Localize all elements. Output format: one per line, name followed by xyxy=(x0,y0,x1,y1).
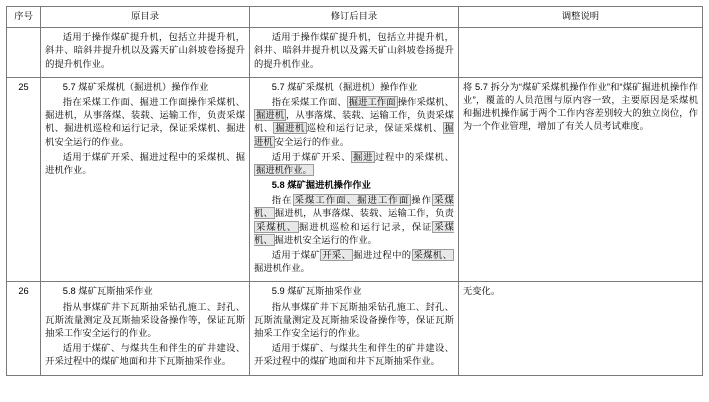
text-run: 指在采煤工作面、 xyxy=(271,96,347,107)
paragraph: 适用于煤矿、与煤共生和伴生的矿井建设、开采过程中的煤矿地面和井下瓦斯抽采作业。 xyxy=(45,343,246,367)
revised-catalog-cell xyxy=(250,282,459,375)
row-number-cell: 26 xyxy=(7,282,41,375)
text-run: 操作 xyxy=(411,195,433,206)
paragraph: 适用于煤矿开采、掘进过程中的采煤机、掘进机作业。 xyxy=(45,151,246,175)
original-catalog-cell xyxy=(41,28,250,78)
paragraph xyxy=(254,194,454,247)
paragraph: 5.9 煤矿瓦斯抽采作业 xyxy=(271,286,362,297)
highlighted-text: 开采、 xyxy=(322,250,352,260)
highlighted-text: 掘进工作面 xyxy=(348,96,396,107)
row-number-cell xyxy=(7,28,41,78)
highlighted-text: 掘进机 xyxy=(254,123,454,147)
highlighted-text: 掘进机 xyxy=(275,123,305,134)
text-run: 掘进过程中的 xyxy=(353,250,412,260)
highlighted-text: 采煤机、 xyxy=(413,250,452,260)
column-header-no: 序号 xyxy=(7,7,41,28)
row-number-cell: 25 xyxy=(7,77,41,282)
table-header-row xyxy=(7,7,703,28)
paragraph: 适用于操作煤矿提升机，包括立井提升机，斜井、暗斜井提升机以及露天矿山斜坡卷扬提升的提升机作业。 xyxy=(254,32,454,69)
column-header-note: 调整说明 xyxy=(458,7,702,28)
table-body xyxy=(7,28,703,375)
highlighted-text: 掘进机作业。 xyxy=(256,164,312,175)
text-run: 适用于煤矿开采、 xyxy=(271,151,352,162)
table-row xyxy=(7,77,703,282)
text-run: 掘进机，从事落煤、装载、运输工作， xyxy=(274,208,436,219)
paragraph: 5.7 煤矿采煤机（掘进机）操作作业 xyxy=(62,81,209,92)
column-header-new: 修订后目录 xyxy=(250,7,459,28)
highlighted-text: 掘进机 xyxy=(256,110,285,121)
text-run: ，从事落煤、装载、运输工作，负责采煤机、 xyxy=(254,110,454,134)
paragraph xyxy=(254,151,454,177)
highlighted-text: 掘进 xyxy=(353,151,374,162)
table-row xyxy=(7,282,703,375)
text-run: 掘进机作业。 xyxy=(254,263,310,274)
adjustment-note-cell xyxy=(458,77,702,282)
paragraph: 将 5.7 拆分为“煤矿采煤机操作作业”和“煤矿掘进机操作作业”，覆盖的人员范围与原内容一致，主要原因是采煤机和掘进机操作属于两个工作内容差别较大的独立岗位，作为一个作业管理，增加了有关人员考试难度。 xyxy=(462,81,698,132)
text-run: 适用于煤矿 xyxy=(271,250,321,260)
paragraph: 5.8 煤矿掘进机操作作业 xyxy=(271,180,371,191)
column-header-old: 原目录 xyxy=(41,7,250,28)
paragraph: 适用于煤矿、与煤共生和伴生的矿井建设、开采过程中的煤矿地面和井下瓦斯抽采作业。 xyxy=(254,343,454,367)
paragraph: 指从事煤矿井下瓦斯抽采钻孔施工、封孔、瓦斯流量测定及瓦斯抽采设备操作等，保证瓦斯抽采工作安全运行的作业。 xyxy=(45,301,246,338)
text-run: 操作采煤机、 xyxy=(397,96,454,107)
revised-catalog-cell xyxy=(250,28,459,78)
text-run: 过程中的采煤机、 xyxy=(375,151,454,162)
adjustment-note-cell xyxy=(458,282,702,375)
revision-comparison-table xyxy=(6,6,703,376)
paragraph xyxy=(254,96,454,149)
paragraph: 5.8 煤矿瓦斯抽采作业 xyxy=(62,286,153,297)
paragraph: 指在采煤工作面、掘进工作面操作采煤机、掘进机，从事落煤、装载、运输工作，负责采煤机、掘进机巡检和运行记录，保证采煤机、掘进机安全运行的作业。 xyxy=(45,96,246,147)
paragraph: 5.7 煤矿采煤机（掘进机）操作作业 xyxy=(271,81,418,92)
highlighted-text: 采煤机、 xyxy=(254,195,454,219)
text-run: 指在 xyxy=(271,195,293,206)
table-row xyxy=(7,28,703,78)
paragraph: 无变化。 xyxy=(462,286,501,297)
text-run: 掘进机安全运行的作业。 xyxy=(274,234,377,245)
revised-catalog-cell xyxy=(250,77,459,282)
paragraph: 适用于操作煤矿提升机，包括立井提升机，斜井、暗斜井提升机以及露天矿山斜坡卷扬提升的提升机作业。 xyxy=(45,32,246,69)
original-catalog-cell xyxy=(41,77,250,282)
text-run: 掘进机巡检和运行记录，保证 xyxy=(299,221,433,232)
text-run: 安全运行的作业。 xyxy=(274,136,350,147)
original-catalog-cell xyxy=(41,282,250,375)
paragraph: 指从事煤矿井下瓦斯抽采钻孔施工、封孔、瓦斯流量测定及瓦斯抽采设备操作等，保证瓦斯抽采工作安全运行的作业。 xyxy=(254,301,454,338)
text-run: 负责 xyxy=(435,208,454,219)
adjustment-note-cell xyxy=(458,28,702,78)
table-header xyxy=(7,7,703,28)
highlighted-text: 采煤工作面、掘进工作面 xyxy=(294,195,410,206)
text-run: 巡检和运行记录，保证采煤机、 xyxy=(306,123,443,134)
paragraph xyxy=(254,249,454,275)
highlighted-text: 采煤机、 xyxy=(254,221,454,245)
highlighted-text: 采煤机、 xyxy=(256,221,298,232)
